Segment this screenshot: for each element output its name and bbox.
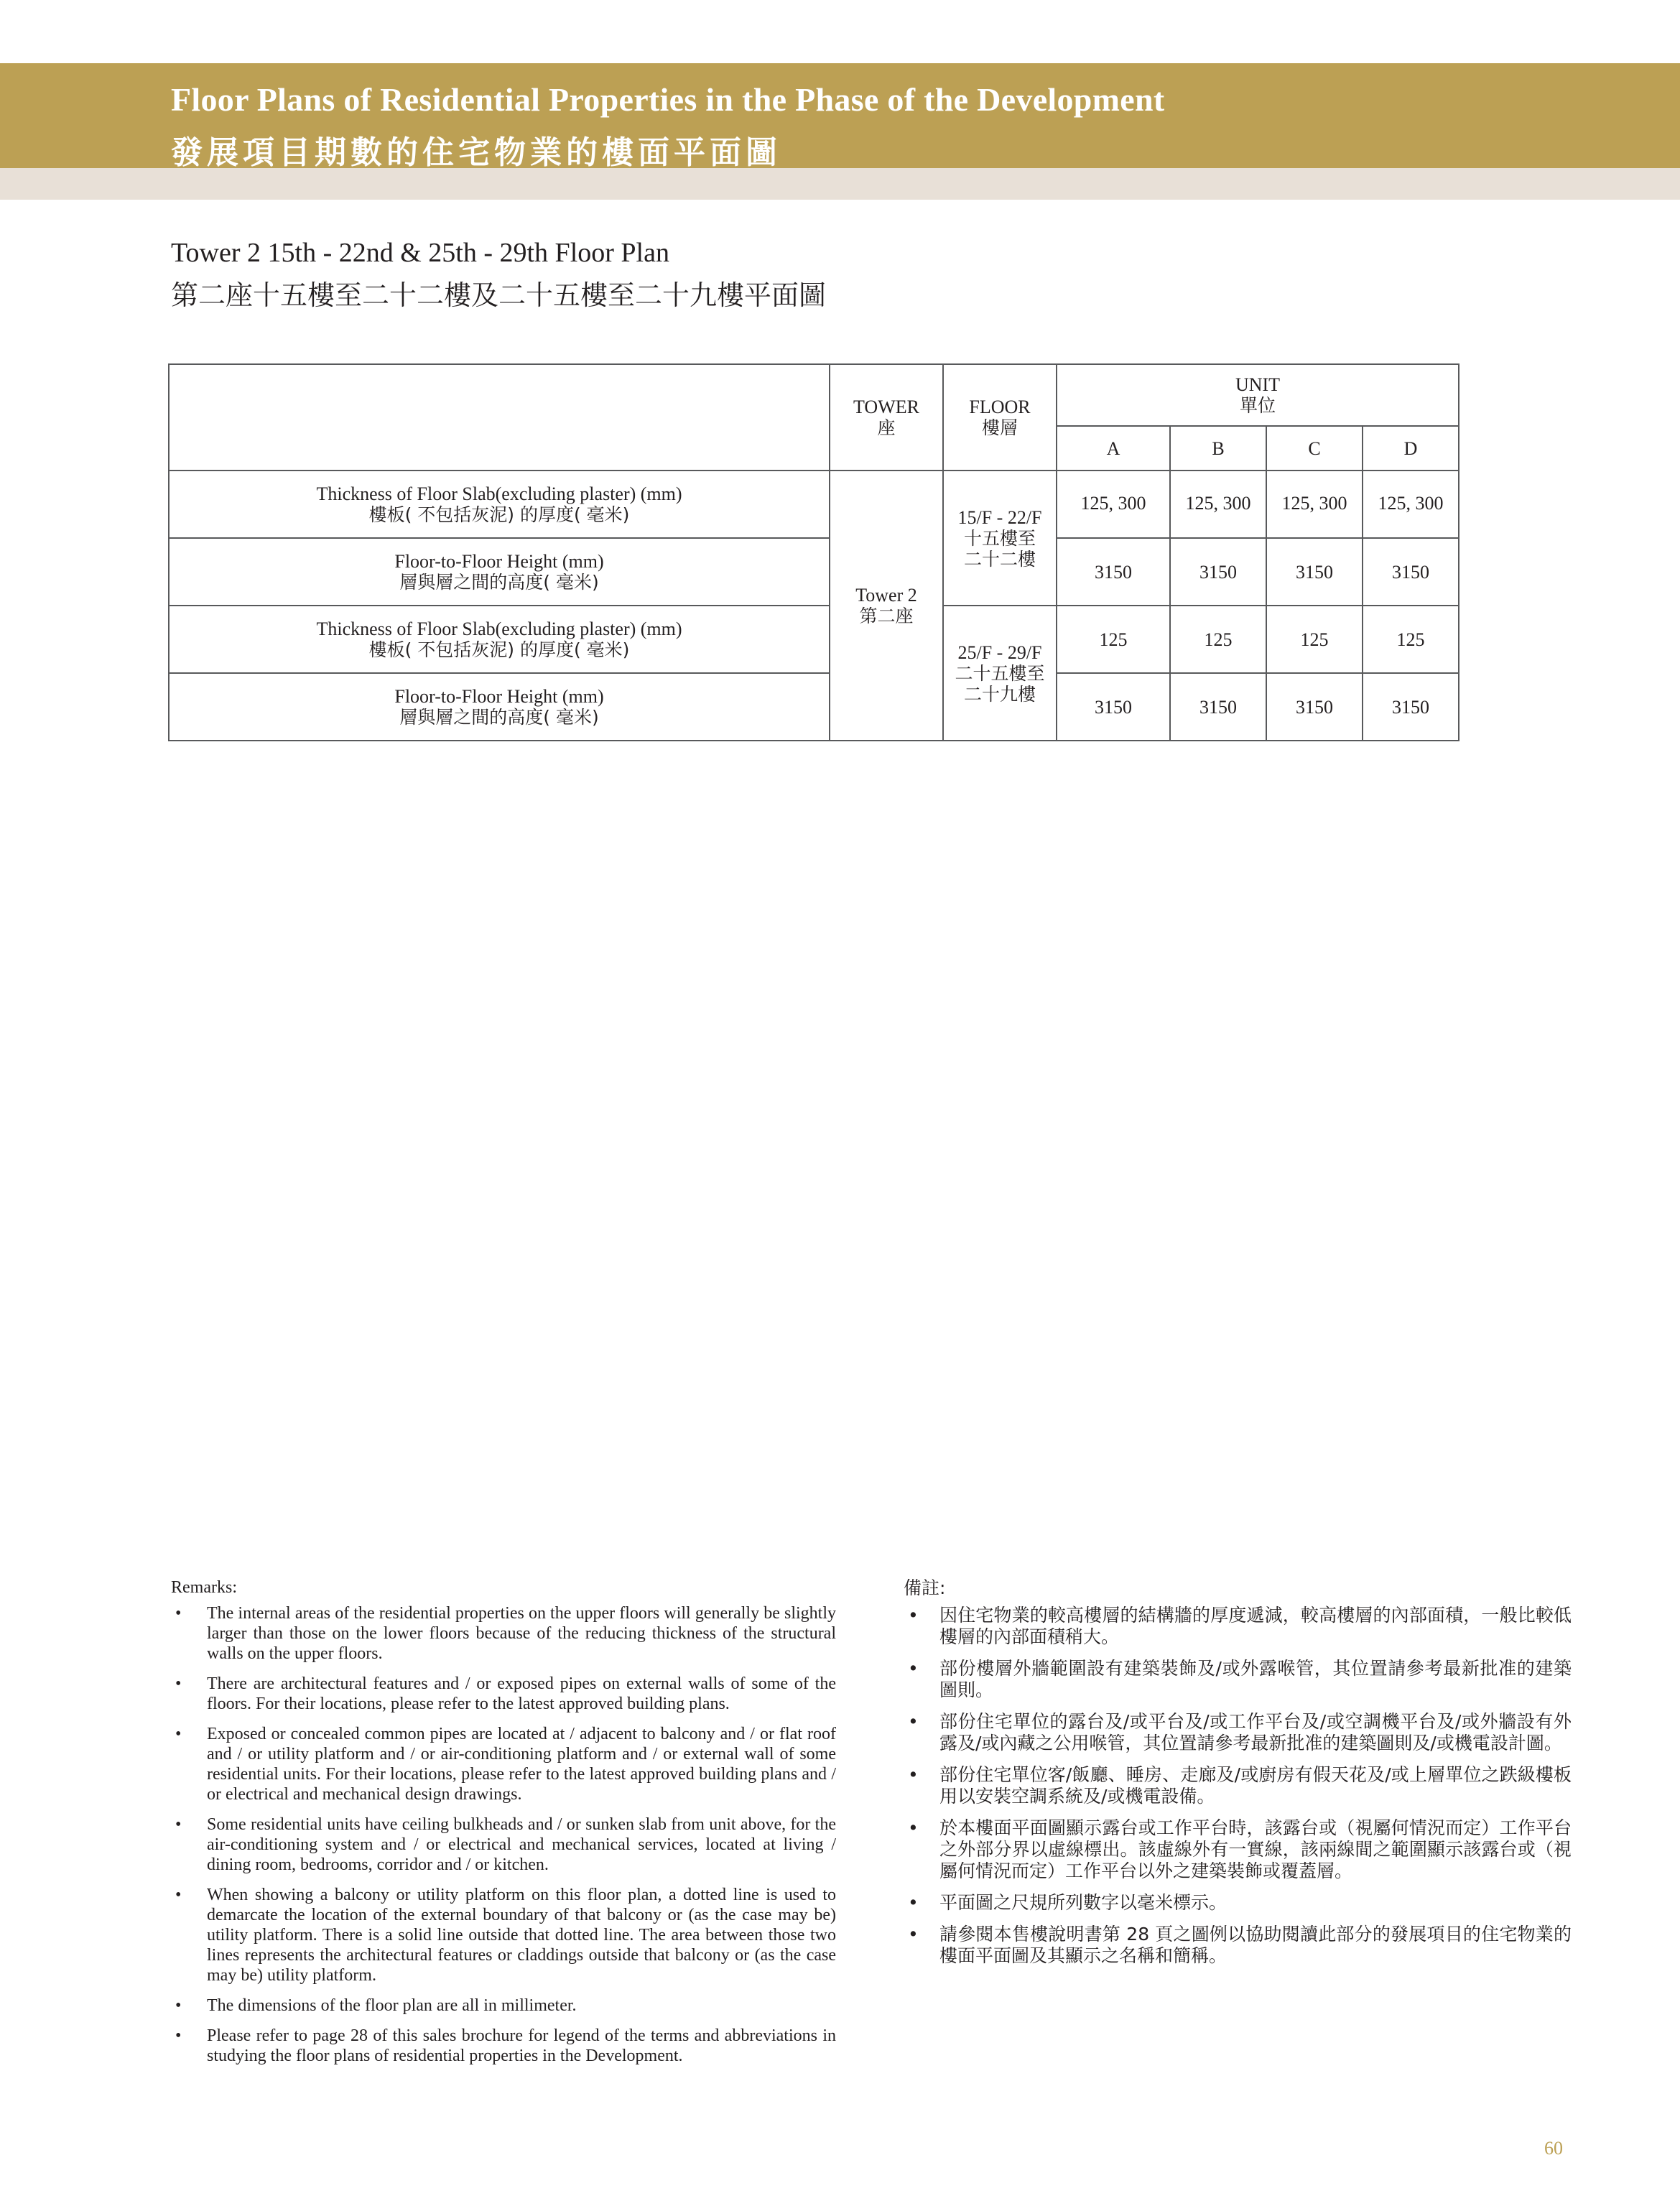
floor-cell-25-29	[943, 606, 1057, 741]
value-cell: 125	[1363, 606, 1459, 673]
floor-header-en: FLOOR	[969, 397, 1031, 417]
unit-a-header: A	[1057, 426, 1170, 471]
bullet-icon: •	[908, 1892, 919, 1913]
unit-header-en: UNIT	[1235, 374, 1281, 395]
floor-range-zh: 二十九樓	[963, 683, 1036, 705]
list-item	[904, 1817, 1572, 1882]
value-cell: 3150	[1363, 538, 1459, 606]
tower-value-en: Tower 2	[855, 585, 917, 606]
remark-text: 於本樓面平面圖顯示露台或工作平台時，該露台或（視屬何情況而定）工作平台之外部分界以虛線標出。該虛線外有一實線，該兩線間之範圍顯示該露台或（視屬何情況而定）工作平台以外之建築裝飾或覆蓋層。	[939, 1817, 1572, 1881]
page-title-en: Floor Plans of Residential Properties in the Phase of the Development	[171, 81, 1165, 118]
remark-text: The internal areas of the residential properties on the upper floors will generally be slightly larger than those on the lower floors because of the reducing thickness of the structural walls on the upper floors.	[207, 1604, 836, 1663]
bullet-icon: •	[175, 1604, 182, 1623]
row-label-en: Floor-to-Floor Height (mm)	[394, 686, 604, 707]
remark-text: Please refer to page 28 of this sales brochure for legend of the terms and abbreviations in studying the floor plans of residential properties in the Development.	[207, 2026, 836, 2065]
row-label-en: Thickness of Floor Slab(excluding plaster) (mm)	[316, 618, 682, 639]
row-label	[169, 471, 830, 538]
bullet-icon: •	[175, 1886, 182, 1904]
floor-spec-table	[168, 363, 1459, 741]
remarks-title-en: Remarks:	[171, 1578, 237, 1597]
bullet-icon: •	[908, 1605, 919, 1626]
value-cell: 3150	[1170, 673, 1266, 741]
remarks-list-zh	[904, 1605, 1572, 1967]
floor-range-zh: 二十五樓至	[955, 662, 1045, 684]
remark-text: 因住宅物業的較高樓層的結構牆的厚度遞減，較高樓層的內部面積，一般比較低樓層的內部面積稍大。	[939, 1605, 1572, 1647]
row-label-en: Floor-to-Floor Height (mm)	[394, 551, 604, 572]
value-cell: 125	[1057, 606, 1170, 673]
floor-header	[943, 364, 1057, 471]
remarks-chinese	[904, 1577, 1572, 1977]
remark-text: The dimensions of the floor plan are all in millimeter.	[207, 1996, 577, 2015]
list-item	[171, 1724, 836, 1804]
table-row	[169, 538, 1459, 606]
list-item	[171, 1674, 836, 1714]
value-cell: 3150	[1057, 538, 1170, 606]
value-cell: 125, 300	[1057, 471, 1170, 538]
remarks-list-en	[171, 1603, 836, 2066]
list-item	[904, 1658, 1572, 1701]
page-title-zh: 發展項目期數的住宅物業的樓面平面圖	[171, 134, 781, 171]
floor-cell-15-22	[943, 471, 1057, 606]
remark-text: There are architectural features and / or exposed pipes on external walls of some of the floors. For their locations, please refer to the latest approved building plans.	[207, 1674, 836, 1713]
floor-range-zh: 十五樓至	[963, 527, 1036, 549]
unit-d-header: D	[1363, 426, 1459, 471]
remark-text: Exposed or concealed common pipes are located at / adjacent to balcony and / or flat roof and / or utility platform and / or air-conditioning platform and / or external wall of some residential units. For their locations, please refer to the latest approved building plans and / or electrical and mechanical design drawings.	[207, 1725, 836, 1804]
remarks-title-zh: 備註:	[904, 1577, 946, 1598]
bullet-icon: •	[175, 1996, 182, 2015]
list-item	[904, 1605, 1572, 1648]
bullet-icon: •	[175, 2026, 182, 2045]
list-item	[904, 1711, 1572, 1754]
page-number: 60	[1544, 2138, 1563, 2159]
row-label	[169, 606, 830, 673]
list-item	[904, 1924, 1572, 1967]
floor-range-en: 25/F - 29/F	[957, 641, 1042, 663]
floor-header-zh: 樓層	[981, 417, 1018, 438]
tower-value-zh: 第二座	[859, 606, 914, 626]
row-label	[169, 538, 830, 606]
value-cell: 3150	[1363, 673, 1459, 741]
plan-title-zh: 第二座十五樓至二十二樓及二十五樓至二十九樓平面圖	[171, 279, 827, 311]
remark-text: 部份住宅單位的露台及/或平台及/或工作平台及/或空調機平台及/或外牆設有外露及/或內藏之公用喉管，其位置請參考最新批准的建築圖則及/或機電設計圖。	[939, 1711, 1572, 1753]
unit-header-zh: 單位	[1240, 395, 1276, 416]
value-cell: 3150	[1266, 538, 1363, 606]
bullet-icon: •	[908, 1817, 919, 1838]
value-cell: 125, 300	[1170, 471, 1266, 538]
bullet-icon: •	[908, 1764, 919, 1785]
floor-range-zh: 二十二樓	[963, 548, 1036, 570]
remark-text: 平面圖之尺規所列數字以毫米標示。	[939, 1892, 1227, 1913]
bullet-icon: •	[908, 1658, 919, 1679]
list-item	[904, 1764, 1572, 1807]
table-row	[169, 471, 1459, 538]
list-item	[904, 1892, 1572, 1914]
value-cell: 125, 300	[1363, 471, 1459, 538]
table-header-row	[169, 364, 1459, 426]
value-cell: 125, 300	[1266, 471, 1363, 538]
list-item	[171, 1996, 836, 2016]
bullet-icon: •	[175, 1674, 182, 1693]
remark-text: Some residential units have ceiling bulkheads and / or sunken slab from unit above, for the air-conditioning system and / or electrical and mechanical services, located at living / dining room, bedrooms, corridor and / or kitchen.	[207, 1815, 836, 1874]
bullet-icon: •	[175, 1725, 182, 1743]
unit-b-header: B	[1170, 426, 1266, 471]
tower-header-en: TOWER	[853, 397, 919, 417]
value-cell: 3150	[1266, 673, 1363, 741]
floor-range-en: 15/F - 22/F	[957, 506, 1042, 528]
header-blank-cell	[169, 364, 830, 471]
bullet-icon: •	[908, 1711, 919, 1732]
plan-title-en: Tower 2 15th - 22nd & 25th - 29th Floor Plan	[171, 238, 669, 268]
row-label	[169, 673, 830, 741]
unit-header	[1057, 364, 1459, 426]
value-cell: 125	[1170, 606, 1266, 673]
list-item	[171, 2026, 836, 2066]
value-cell: 125	[1266, 606, 1363, 673]
bullet-icon: •	[908, 1924, 919, 1945]
remark-text: 部份樓層外牆範圍設有建築裝飾及/或外露喉管，其位置請參考最新批准的建築圖則。	[939, 1658, 1572, 1700]
table-row	[169, 673, 1459, 741]
value-cell: 3150	[1170, 538, 1266, 606]
list-item	[171, 1603, 836, 1664]
value-cell: 3150	[1057, 673, 1170, 741]
row-label-zh: 樓板( 不包括灰泥) 的厚度( 毫米)	[368, 504, 630, 525]
row-label-zh: 層與層之間的高度( 毫米)	[399, 707, 599, 728]
remarks-english	[171, 1577, 836, 2076]
row-label-zh: 層與層之間的高度( 毫米)	[399, 572, 599, 593]
unit-c-header: C	[1266, 426, 1363, 471]
table-row	[169, 606, 1459, 673]
tower-header	[830, 364, 943, 471]
tower-header-zh: 座	[877, 417, 896, 438]
header-strip	[0, 168, 1680, 200]
remark-text: 請參閱本售樓說明書第 28 頁之圖例以協助閱讀此部分的發展項目的住宅物業的樓面平面圖及其顯示之名稱和簡稱。	[939, 1924, 1572, 1966]
list-item	[171, 1815, 836, 1875]
bullet-icon: •	[175, 1815, 182, 1834]
remark-text: 部份住宅單位客/飯廳、睡房、走廊及/或廚房有假天花及/或上層單位之跌級樓板用以安裝空調系統及/或機電設備。	[939, 1764, 1572, 1807]
tower-cell	[830, 471, 943, 741]
row-label-zh: 樓板( 不包括灰泥) 的厚度( 毫米)	[368, 639, 630, 660]
list-item	[171, 1885, 836, 1985]
remark-text: When showing a balcony or utility platform on this floor plan, a dotted line is used to demarcate the location of the external boundary of that balcony or (as the case may be) utility platform. There is a solid line outside that dotted line. The area between those two lines represents the architectural features or claddings outside that balcony or (as the case may be) utility platform.	[207, 1886, 836, 1985]
row-label-en: Thickness of Floor Slab(excluding plaster) (mm)	[316, 483, 682, 504]
